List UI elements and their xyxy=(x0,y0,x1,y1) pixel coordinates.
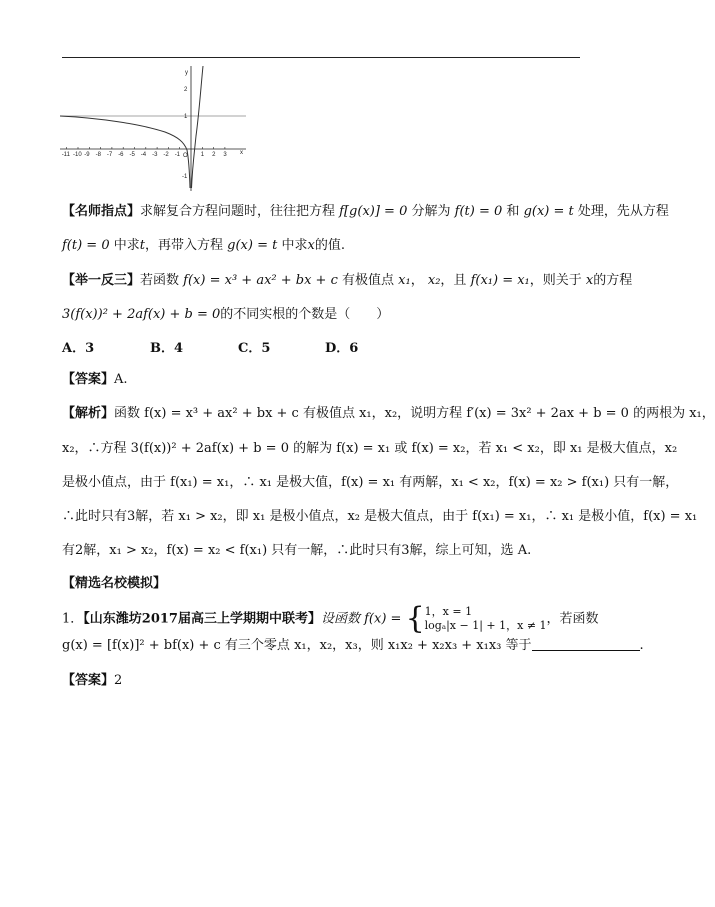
tip-line-1: 【名师指点】求解复合方程问题时，往往把方程 f[g(x)] = 0 分解为 f(t) = 0 和 g(x) = t 处理，先从方程 xyxy=(62,204,669,219)
y-tick-label: -1 xyxy=(182,174,188,180)
analysis-line-1: 【解析】函数 f(x) = x³ + ax² + bx + c 有极值点 x₁，x₂，说明方程 f′(x) = 3x² + 2ax + b = 0 的两根为 x₁， xyxy=(62,406,715,421)
curve-right-branch xyxy=(192,66,204,188)
option-b: B．4 xyxy=(150,341,184,356)
answer-2: 【答案】2 xyxy=(62,673,123,688)
y-axis-label: y xyxy=(185,70,188,76)
analysis-line-2: x₂，∴方程 3(f(x))² + 2af(x) + b = 0 的解为 f(x) = x₁ 或 f(x) = x₂，若 x₁ < x₂，即 x₁ 是极大值点，x₂ xyxy=(62,441,678,456)
analysis-line-5: 有2解，x₁ > x₂，f(x) = x₂ < f(x₁) 只有一解，∴此时只有3解，综上可知，选 A. xyxy=(62,543,532,558)
y-tick-label: 1 xyxy=(184,114,188,120)
option-c: C．5 xyxy=(238,341,271,356)
function-graph xyxy=(60,66,250,196)
x-tick-label: -2 xyxy=(163,152,169,158)
header-rule xyxy=(62,57,580,58)
x-tick-label: -4 xyxy=(140,152,147,158)
analysis-line-3: 是极小值点，由于 f(x₁) = x₁，∴ x₁ 是极大值，f(x) = x₁ 有两解，x₁ < x₂，f(x) = x₂ > f(x₁) 只有一解， xyxy=(62,475,679,490)
x-tick-label: -9 xyxy=(84,152,90,158)
piecewise-brace: { xyxy=(405,601,425,636)
x-axis-label: x xyxy=(240,150,243,156)
x-tick-label: 1 xyxy=(200,152,205,158)
x-tick-label: -7 xyxy=(106,152,113,158)
section-title: 【精选名校模拟】 xyxy=(62,576,167,591)
x-tick-label: -3 xyxy=(152,152,158,158)
option-a: A．3 xyxy=(62,341,95,356)
option-d: D．6 xyxy=(325,341,359,356)
example-line-2: 3(f(x))² + 2af(x) + b = 0的不同实根的个数是（ ） xyxy=(62,307,390,322)
origin-label: O xyxy=(183,153,188,159)
question-1-line-2: g(x) = [f(x)]² + bf(x) + c 有三个零点 x₁，x₂，x₃，则 x₁x₂ + x₂x₃ + x₁x₃ 等于 . xyxy=(62,638,644,653)
answer-1: 【答案】A. xyxy=(62,372,128,387)
x-tick-label: 3 xyxy=(223,152,227,158)
piecewise-cases: 1，x = 1 logₐ|x − 1| + 1，x ≠ 1 xyxy=(424,605,547,632)
x-tick-label: -1 xyxy=(174,152,181,158)
x-tick-label: -10 xyxy=(73,152,82,158)
tip-line-2: f(t) = 0 中求t，再带入方程 g(x) = t 中求x的值. xyxy=(62,238,345,253)
y-tick-label: 2 xyxy=(184,87,188,93)
example-line-1: 【举一反三】若函数 f(x) = x³ + ax² + bx + c 有极值点 x₁， x₂，且 f(x₁) = x₁，则关于 x的方程 xyxy=(62,273,633,288)
x-tick-label: -8 xyxy=(95,152,101,158)
x-tick-label: -6 xyxy=(118,152,124,158)
analysis-line-4: ∴此时只有3解，若 x₁ > x₂，即 x₁ 是极小值点，x₂ 是极大值点，由于 f(x₁) = x₁，∴ x₁ 是极小值，f(x) = x₁ xyxy=(62,509,698,524)
question-1-line-1: 1．【山东潍坊2017届高三上学期期中联考】设函数 f(x) = {1，x = 1 logₐ|x − 1| + 1，x ≠ 1，若函数 xyxy=(62,601,599,636)
x-tick-label: -11 xyxy=(61,152,70,158)
x-tick-label: -5 xyxy=(129,152,135,158)
answer-blank[interactable] xyxy=(532,638,640,651)
x-tick-label: 2 xyxy=(212,152,216,158)
